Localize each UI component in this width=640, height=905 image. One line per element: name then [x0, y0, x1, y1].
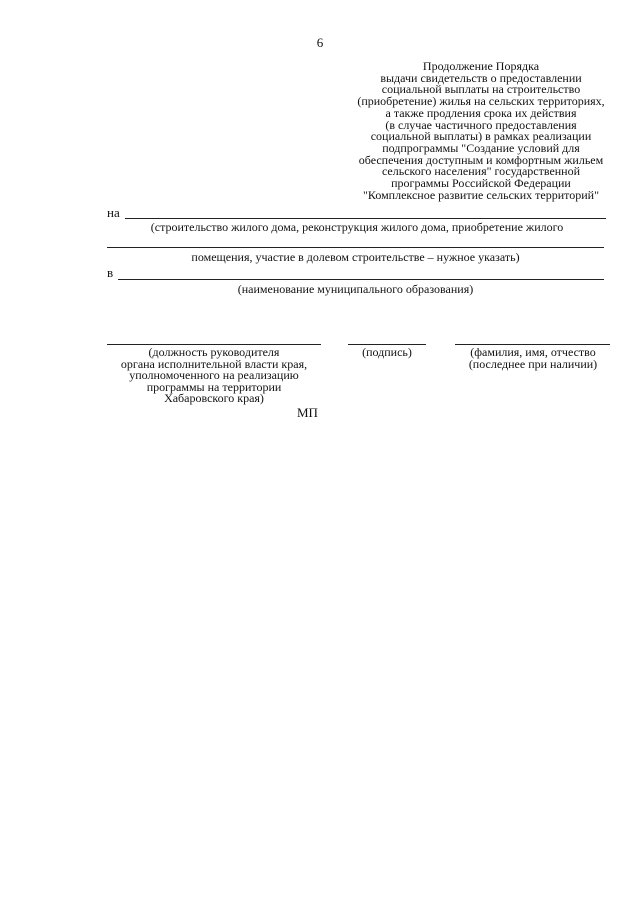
header-line: программы Российской Федерации — [391, 176, 571, 191]
header-line: (в случае частичного предоставления — [385, 117, 577, 132]
document-header — [340, 61, 622, 201]
signature-caption-text: (подпись) — [362, 345, 412, 359]
seal-label: МП — [297, 405, 318, 420]
purpose-caption-1: (строительство жилого дома, реконструкция жилого дома, приобретение жилого — [150, 220, 564, 234]
name-caption — [448, 347, 618, 370]
position-caption — [100, 347, 328, 405]
header-line: а также продления срока их действия — [385, 105, 577, 120]
header-line: подпрограммы "Создание условий для — [382, 140, 580, 155]
name-caption-line: (последнее при наличии) — [468, 356, 598, 371]
header-line: сельского населения" государственной — [381, 164, 581, 179]
header-line: обеспечения доступным и комфортным жильем — [358, 152, 604, 167]
header-line: Продолжение Порядка — [422, 59, 540, 73]
position-caption-line: программы на территории — [146, 379, 282, 394]
na-label: на — [107, 205, 120, 220]
position-caption-line: Хабаровского края) — [164, 391, 264, 405]
purpose-field-line — [125, 218, 606, 219]
municipality-field-line — [118, 279, 604, 280]
signature-caption — [343, 347, 431, 359]
header-line: социальной выплаты на строительство — [381, 82, 581, 97]
name-caption-line: (фамилия, имя, отчество — [470, 345, 596, 359]
header-line: выдачи свидетельств о предоставлении — [380, 70, 582, 85]
position-caption-line: уполномоченного на реализацию — [129, 368, 299, 382]
purpose-caption-2: помещения, участие в долевом строительстве – нужное указать) — [191, 250, 520, 264]
position-caption-line: (должность руководителя — [148, 345, 280, 359]
page-number: 6 — [316, 35, 324, 50]
header-line: "Комплексное развитие сельских территорий" — [363, 187, 599, 202]
position-caption-line: органа исполнительной власти края, — [120, 356, 308, 371]
municipality-caption: (наименование муниципального образования) — [237, 282, 474, 296]
purpose-field-line-2 — [107, 247, 604, 248]
v-label: в — [107, 265, 114, 280]
header-line: (приобретение) жилья на сельских территориях, — [357, 94, 605, 109]
header-line: социальной выплаты) в рамках реализации — [370, 129, 592, 144]
